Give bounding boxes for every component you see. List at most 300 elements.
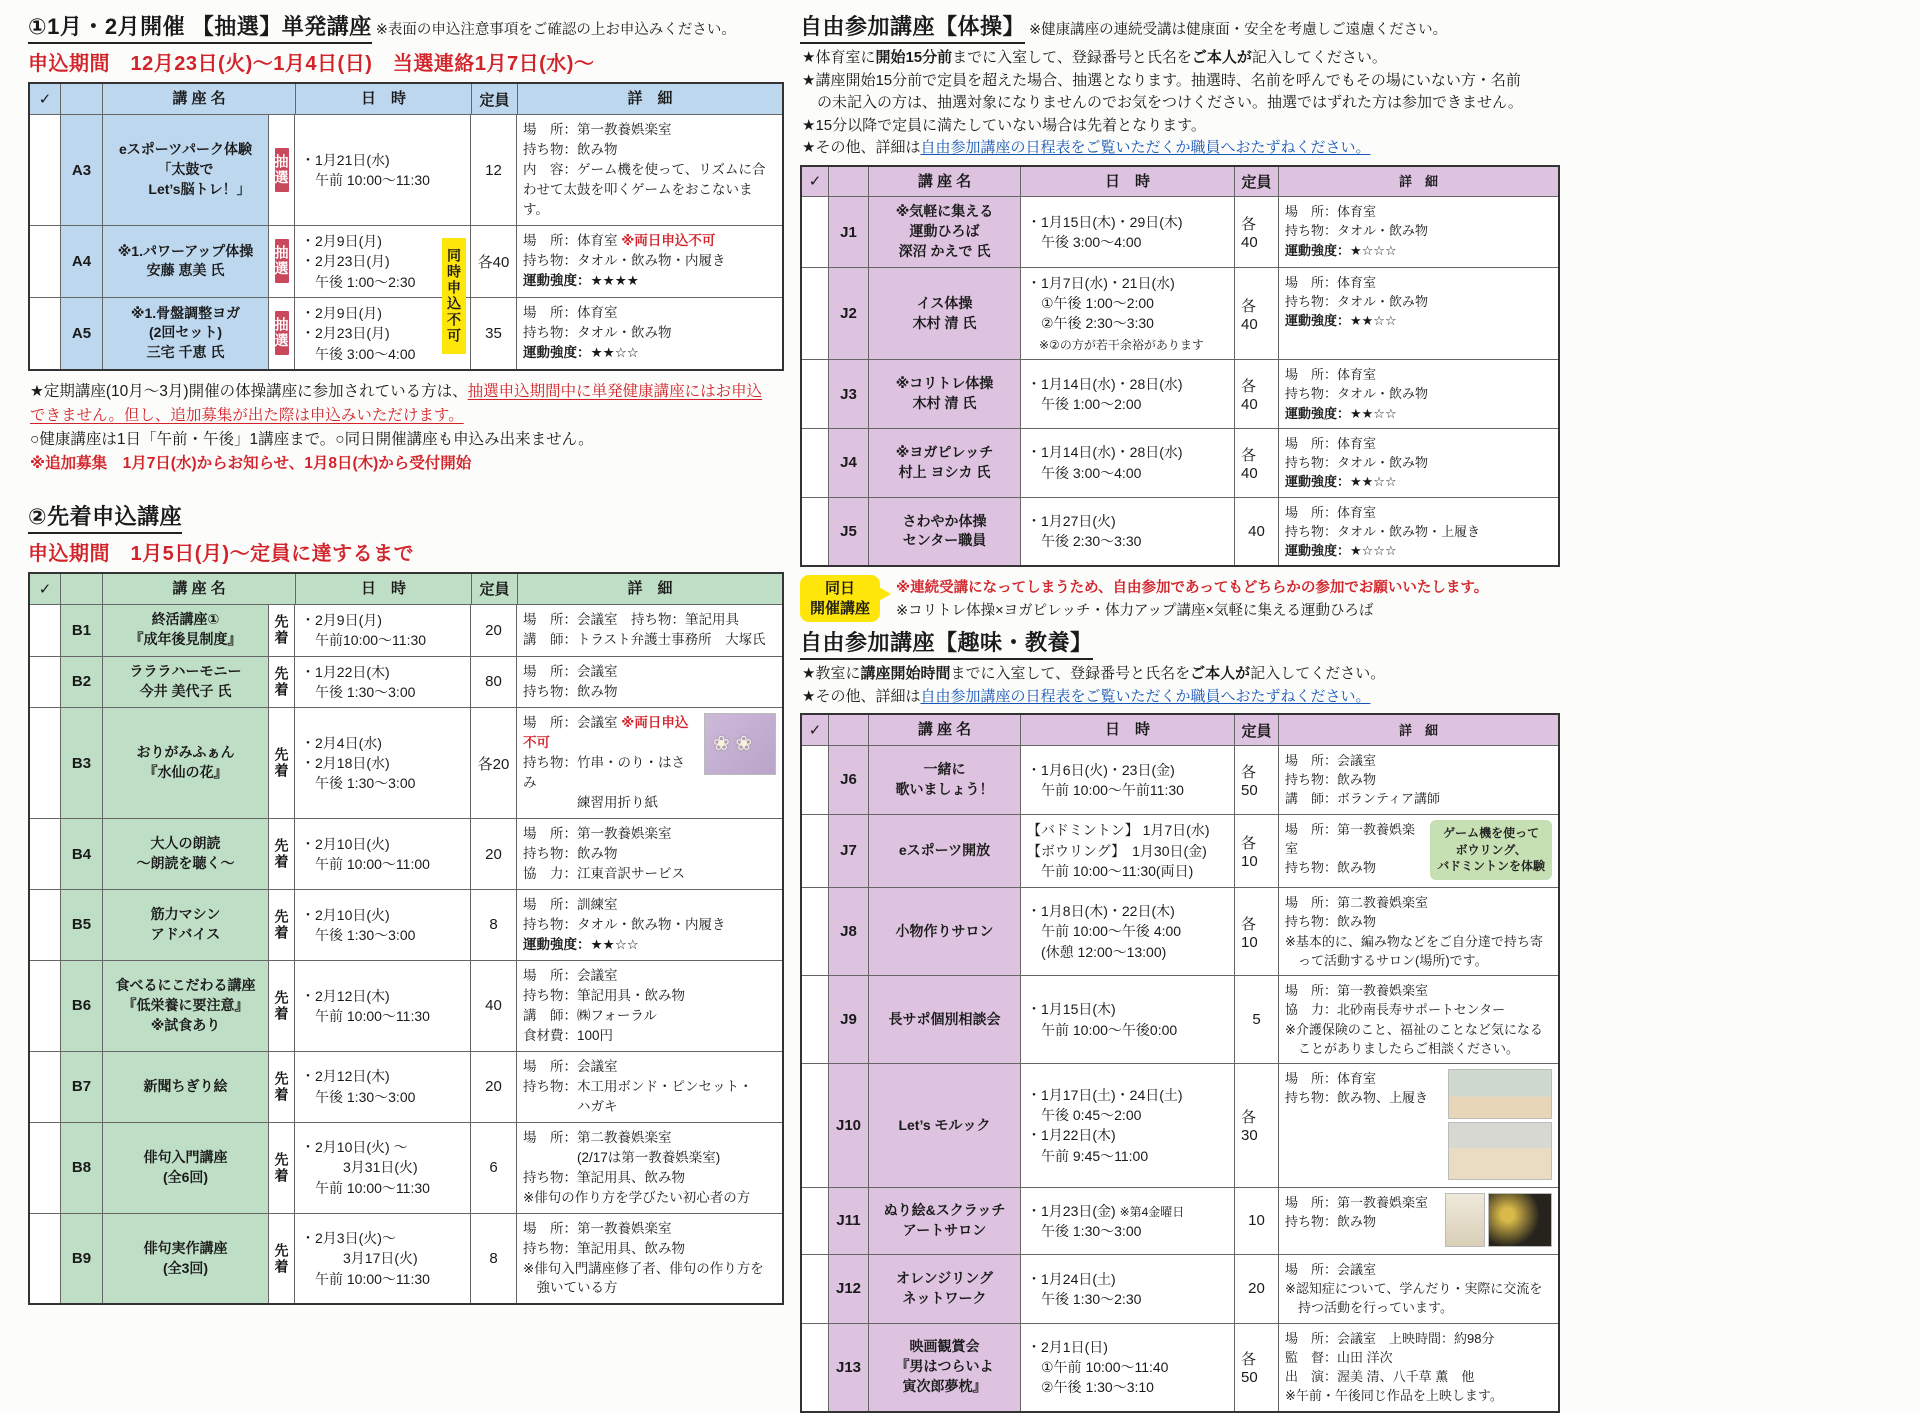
text-line: ・1月17日(土)・24日(土): [1027, 1086, 1183, 1103]
course-row-B3: [30, 707, 782, 818]
text-line: ゲーム機を使って: [1443, 825, 1540, 840]
text-line: 持ち物：タオル・飲み物: [1285, 455, 1429, 471]
checkbox-cell[interactable]: [802, 888, 828, 975]
text-line: ★その他、詳細は自由参加講座の日程表をご覧いただくか職員へおたずねください。: [802, 687, 1371, 705]
course-details: [516, 115, 782, 225]
course-details: [1278, 976, 1558, 1063]
text-line: [1285, 311, 1552, 330]
text-line: ②午後 2:30～3:30: [1027, 315, 1154, 332]
header-id-spacer: [60, 84, 102, 114]
text-line: ラララハーモニー: [129, 663, 242, 680]
text-line: 場 所：会議室: [523, 967, 618, 983]
first-come-badge: 先着: [273, 908, 290, 941]
section2-title: ②先着申込講座: [28, 500, 182, 534]
text-line: 場 所：体育室: [1285, 204, 1377, 220]
text-segment: 運動強度：★★★★: [523, 272, 639, 288]
course-capacity: 10: [1234, 1188, 1278, 1254]
text-line: 強いている方: [523, 1280, 618, 1296]
course-datetime: [294, 961, 470, 1051]
section2-period: 申込期間 1月5日(月)～定員に達するまで: [28, 542, 415, 565]
course-details: [516, 1052, 782, 1122]
text-line: 午後 1:30～3:00: [301, 683, 416, 700]
course-row-J4: [802, 428, 1558, 497]
text-line: 場 所：会議室 上映時間：約98分: [1285, 1330, 1495, 1346]
text-line: ・2月10日(火): [301, 835, 390, 852]
checkbox-cell[interactable]: [30, 961, 60, 1051]
text-line: オレンジリング: [895, 1269, 994, 1286]
course-name: [102, 1123, 268, 1213]
course-row-J12: [802, 1254, 1558, 1323]
text-segment: ご本人が: [1191, 49, 1252, 66]
first-come-badge: 先着: [273, 1151, 290, 1184]
text-line: 【ボウリング】 1月30日(金): [1027, 842, 1207, 859]
course-datetime: [294, 708, 470, 818]
course-details: [516, 605, 782, 656]
course-row-J1: [802, 196, 1558, 267]
text-line: 午後 1:30～3:00: [301, 1088, 416, 1105]
text-line: 場 所：第一教養娯楽室: [523, 122, 672, 138]
first-come-course-table: [28, 572, 784, 1306]
checkbox-cell[interactable]: [802, 815, 828, 887]
course-row-B2: [30, 656, 782, 708]
text-line: ・2月10日(火): [301, 906, 390, 923]
course-capacity: 80: [470, 657, 516, 708]
course-id: J5: [828, 498, 868, 566]
text-line: 持ち物：タオル・飲み物: [523, 324, 672, 340]
course-id: B6: [60, 961, 102, 1051]
text-line: 講 師：トラスト弁護士事務所 大塚氏: [523, 632, 766, 648]
checkbox-cell[interactable]: [802, 746, 828, 814]
text-line: 午後 1:00～2:30: [301, 273, 416, 290]
course-capacity: 8: [470, 890, 516, 960]
course-name: [868, 498, 1020, 566]
text-line: 午後 2:30～3:30: [1027, 533, 1142, 550]
text-line: ・1月24日(土): [1027, 1270, 1116, 1287]
course-id: J8: [828, 888, 868, 975]
text-line: ・1月8日(木)・22日(木): [1027, 903, 1175, 920]
course-id: B1: [60, 605, 102, 656]
header-details: 詳 細: [517, 84, 782, 114]
course-row-J9: [802, 975, 1558, 1063]
section2-title-line: [28, 500, 778, 534]
text-line: ・2月4日(水): [301, 734, 382, 751]
text-line: ぬり絵&スクラッチ: [883, 1202, 1006, 1219]
course-name: [868, 976, 1020, 1063]
text-line: ※午前・午後同じ作品を上映します。: [1285, 1388, 1503, 1404]
text-line: 場 所：第一教養娯楽室: [523, 1220, 672, 1236]
text-line: 場 所：第一教養娯楽室: [1285, 1194, 1429, 1210]
course-capacity: 20: [470, 819, 516, 889]
text-line: 午後 3:00～4:00: [301, 345, 416, 362]
first-come-badge: 先着: [273, 747, 290, 780]
course-name: [868, 429, 1020, 497]
checkbox-cell[interactable]: [30, 1214, 60, 1304]
text-line: 木村 清 氏: [912, 395, 977, 411]
text-line: 深沼 かえで 氏: [898, 243, 991, 259]
course-row-J6: [802, 745, 1558, 814]
text-line: 持ち物：筆記用具・飲み物: [523, 987, 685, 1003]
gymnastics-course-table: [800, 165, 1560, 568]
text-line: 出 演：渥美 清、八千草 薫 他: [1285, 1369, 1475, 1385]
text-line: [1285, 404, 1552, 423]
checkbox-cell[interactable]: [802, 429, 828, 497]
text-line: 持ち物：飲み物: [1285, 860, 1377, 876]
text-line: 安藤 恵美 氏: [146, 262, 225, 279]
course-datetime: [1020, 888, 1234, 975]
text-line: 午後 3:00～4:00: [1027, 234, 1142, 251]
text-line: eスポーツ開放: [898, 841, 991, 858]
course-details: [1278, 1188, 1558, 1254]
esports-note: [1430, 820, 1552, 880]
checkbox-cell[interactable]: [802, 1064, 828, 1187]
same-day-label: [800, 575, 880, 622]
course-datetime: [1020, 1324, 1234, 1411]
text-line: ・1月14日(水)・28日(水): [1027, 375, 1183, 392]
text-line: ことがありましたらご相談ください。: [1285, 1040, 1520, 1056]
course-name: [868, 360, 1020, 428]
course-capacity: 各40: [470, 226, 516, 297]
section1-title-line: [28, 10, 778, 44]
course-details: [1278, 815, 1558, 887]
text-line: 持ち物：飲み物、上履き: [1285, 1090, 1429, 1106]
text-segment: 抽選申込期間中に単発健康講座にはお申込: [467, 382, 763, 400]
course-id: B9: [60, 1214, 102, 1304]
header-capacity: 定員: [471, 84, 517, 114]
text-line: 『水仙の花』: [143, 764, 228, 781]
course-id: J12: [828, 1255, 868, 1323]
text-line: ※気軽に集える: [895, 203, 994, 220]
course-datetime: [1020, 429, 1234, 497]
text-segment: 運動強度：★★☆☆: [523, 344, 639, 360]
text-line: 『男はつらいよ: [895, 1358, 994, 1375]
header-datetime: 日 時: [295, 84, 471, 114]
text-line: 練習用折り紙: [523, 795, 658, 811]
text-line: 場 所：体育室: [1285, 504, 1377, 520]
course-row-J11: [802, 1187, 1558, 1254]
course-capacity: 5: [1234, 976, 1278, 1063]
text-line: アドバイス: [150, 925, 221, 942]
checkbox-cell[interactable]: [30, 605, 60, 656]
header-datetime: 日 時: [295, 574, 471, 604]
course-datetime: [294, 226, 470, 344]
header-datetime: 日 時: [1020, 715, 1234, 745]
header-check: ✓: [30, 574, 60, 604]
text-line: 場 所：会議室 持ち物：筆記用具: [523, 612, 739, 628]
course-row-B8: [30, 1122, 782, 1213]
checkbox-cell[interactable]: [30, 226, 60, 297]
text-line: 場 所：訓練室: [523, 897, 618, 912]
art-photo-1: [1445, 1193, 1485, 1247]
text-line: ※介護保険のこと、福祉のことなど気になる: [1285, 1021, 1543, 1037]
text-line: ・2月10日(火) ～: [301, 1139, 408, 1156]
text-line: 持ち物：タオル・飲み物: [1285, 223, 1429, 239]
course-capacity: 各50: [1234, 1324, 1278, 1411]
text-line: 午前 9:45～11:00: [1027, 1147, 1149, 1164]
text-line: [1285, 241, 1552, 260]
text-line: 三宅 千恵 氏: [146, 344, 225, 361]
course-details: [516, 708, 782, 818]
course-datetime: [1020, 498, 1234, 566]
hobby-notes: [802, 663, 1558, 708]
checkbox-cell[interactable]: [30, 115, 60, 225]
text-segment: ※両日申込不可: [523, 715, 689, 751]
text-line: ★講座開始15分前で定員を超えた場合、抽選となります。抽選時、名前を呼んでもその場にいない方・名前: [802, 71, 1521, 89]
checkbox-cell[interactable]: [802, 976, 828, 1063]
table-header-row: [30, 574, 782, 604]
first-come-badge: 先着: [273, 665, 290, 698]
text-line: 場 所：体育室: [523, 304, 618, 320]
course-details: [1278, 360, 1558, 428]
course-name: [102, 657, 268, 708]
text-line: 小物作りサロン: [895, 922, 994, 939]
section1-title-note: ※表面の申込注意事項をご確認の上お申込みください。: [375, 22, 736, 38]
course-details: [1278, 746, 1558, 814]
section4-title: 自由参加講座【趣味・教養】: [800, 626, 1093, 660]
course-capacity: 各10: [1234, 815, 1278, 887]
text-line: [523, 271, 776, 291]
checkbox-cell[interactable]: [802, 1255, 828, 1323]
checkbox-cell[interactable]: [30, 819, 60, 889]
header-course-name: 講 座 名: [102, 84, 295, 114]
course-badge: [268, 819, 294, 889]
text-line: ・1月22日(木): [301, 663, 390, 680]
course-badge: [268, 1052, 294, 1122]
course-badge: [268, 1123, 294, 1213]
header-details: 詳 細: [517, 574, 782, 604]
text-line: [1027, 334, 1228, 354]
course-badge: [268, 226, 294, 297]
text-segment: 運動強度：★☆☆☆: [1285, 543, 1397, 559]
course-details: [516, 819, 782, 889]
course-id: J1: [828, 197, 868, 267]
text-line: ※コリトレ体操×ヨガピレッチ・体力アップ講座×気軽に集える運動ひろば: [896, 602, 1374, 619]
text-line: (全3回): [162, 1259, 209, 1276]
course-capacity: 各40: [1234, 360, 1278, 428]
hobby-course-table: [800, 713, 1560, 1412]
course-name: [868, 1255, 1020, 1323]
course-details: [516, 890, 782, 960]
text-line: [1285, 472, 1552, 491]
course-datetime: [294, 1214, 470, 1304]
text-line: ・1月21日(水): [301, 151, 390, 168]
checkbox-cell[interactable]: [30, 708, 60, 818]
checkbox-cell[interactable]: [802, 268, 828, 359]
course-row-B1: [30, 604, 782, 656]
text-line: 午前 10:00～11:30: [301, 172, 430, 189]
text-line: 「太鼓で: [157, 161, 214, 178]
course-capacity: 20: [470, 1052, 516, 1122]
course-name: [102, 819, 268, 889]
text-line: 場 所：体育室 ※両日申込不可: [523, 233, 716, 249]
course-details: [1278, 888, 1558, 975]
checkbox-cell[interactable]: [30, 298, 60, 369]
text-line: 午前 10:00～11:30: [301, 1179, 430, 1196]
header-course-name: 講 座 名: [868, 167, 1020, 197]
text-line: ①午後 1:00～2:00: [1027, 295, 1154, 312]
text-line: ・1月7日(水)・21日(水): [1027, 274, 1175, 291]
course-details: [1278, 429, 1558, 497]
text-line: (休憩 12:00～13:00): [1027, 943, 1167, 960]
origami-flower-photo: [704, 713, 776, 775]
course-datetime: [1020, 1255, 1234, 1323]
text-line: 持ち物：タオル・飲み物・上履き: [1285, 523, 1481, 539]
course-name: [868, 1188, 1020, 1254]
lottery-badge: 抽選: [275, 311, 289, 355]
course-capacity: 20: [1234, 1255, 1278, 1323]
text-line: [30, 452, 778, 476]
text-segment: 自由参加講座の日程表をご覧いただくか職員へおたずねください。: [920, 139, 1371, 156]
text-line: ・2月12日(木): [301, 1068, 390, 1085]
course-id: J6: [828, 746, 868, 814]
header-check: ✓: [802, 167, 828, 197]
course-id: B5: [60, 890, 102, 960]
molkky-photo-2: [1448, 1122, 1552, 1180]
course-id: J7: [828, 815, 868, 887]
course-capacity: 12: [470, 115, 516, 225]
text-line: ・2月9日(月): [301, 304, 382, 321]
text-line: イス体操: [916, 294, 973, 311]
text-segment: できません。但し、追加募集が出た際は申込みいただけます。: [30, 406, 464, 424]
text-line: 場 所：会議室: [1285, 753, 1377, 769]
text-line: センター職員: [902, 532, 987, 549]
same-day-course-bubble: [800, 575, 1558, 622]
text-line: ・1月15日(木): [1027, 1001, 1116, 1018]
course-name: [102, 961, 268, 1051]
text-line: 講 師：㈱フォーラル: [523, 1007, 657, 1023]
text-line: 講 師：ボランティア講師: [1285, 791, 1440, 807]
header-id-spacer: [828, 715, 868, 745]
text-line: ★その他、詳細は自由参加講座の日程表をご覧いただくか職員へおたずねください。: [802, 139, 1371, 156]
course-details: [516, 961, 782, 1051]
text-segment: ※連続受講になってしまうため、自由参加であってもどちらかの参加でお願いいたします。: [896, 580, 1489, 597]
text-line: ・2月18日(水): [301, 755, 390, 772]
text-line: ～朗読を聴く～: [136, 855, 235, 872]
text-line: ネットワーク: [902, 1289, 987, 1306]
course-id: J11: [828, 1188, 868, 1254]
text-line: 終活講座①: [151, 611, 220, 628]
text-line: 大人の朗読: [150, 835, 221, 852]
header-check: ✓: [30, 84, 60, 114]
course-name: [868, 197, 1020, 267]
section3-title: 自由参加講座【体操】: [800, 10, 1025, 44]
text-line: ②午後 1:30～3:10: [1027, 1379, 1154, 1396]
course-id: A4: [60, 226, 102, 297]
checkbox-cell[interactable]: [802, 1188, 828, 1254]
course-capacity: 35: [470, 298, 516, 369]
course-row-B9: [30, 1213, 782, 1304]
course-id: J13: [828, 1324, 868, 1411]
text-line: 監 督：山田 洋次: [1285, 1349, 1393, 1365]
text-line: 持ち物：木工用ボンド・ピンセット・: [523, 1078, 753, 1094]
course-name: [102, 708, 268, 818]
header-check: ✓: [802, 715, 828, 745]
text-line: ★教室に講座開始時間までに入室して、登録番号と氏名をご本人が記入してください。: [802, 665, 1386, 683]
checkbox-cell[interactable]: [30, 890, 60, 960]
text-line: おりがみふぁん: [136, 744, 235, 761]
text-line: [896, 577, 1488, 599]
text-line: 歌いましょう！: [895, 780, 994, 797]
text-line: ★15分以降で定員に満たしていない場合は先着となります。: [802, 116, 1206, 134]
course-row-A5: [30, 297, 782, 369]
text-line: 3月31日(火): [301, 1159, 418, 1176]
course-row-B6: [30, 960, 782, 1051]
header-capacity: 定員: [471, 574, 517, 604]
course-details: [516, 1214, 782, 1304]
checkbox-cell[interactable]: [802, 360, 828, 428]
course-capacity: 8: [470, 1214, 516, 1304]
text-line: ※認知症について、学んだり・実際に交流を: [1285, 1281, 1543, 1297]
course-name: [868, 1064, 1020, 1187]
course-details: [516, 298, 782, 369]
text-line: 『成年後見制度』: [129, 631, 242, 648]
section3-title-note: ※健康講座の連続受講は健康面・安全を考慮しご遠慮ください。: [1029, 22, 1448, 38]
text-segment: ※第4金曜日: [1119, 1204, 1185, 1219]
checkbox-cell[interactable]: [30, 1123, 60, 1213]
course-row-A3: [30, 114, 782, 225]
text-segment: ※②の方が若干余裕があります: [1027, 337, 1204, 352]
course-details: [1278, 1064, 1558, 1187]
course-datetime: [1020, 746, 1234, 814]
text-line: ・1月14日(水)・28日(水): [1027, 444, 1183, 461]
text-segment: ※両日申込不可: [621, 233, 716, 249]
text-line: 場 所：会議室: [523, 1058, 618, 1074]
text-line: 食べるにこだわる講座: [115, 977, 256, 994]
header-course-name: 講 座 名: [102, 574, 295, 604]
section3-title-line: [800, 10, 1558, 44]
text-line: eスポーツパーク体験: [119, 141, 252, 158]
course-details: [1278, 197, 1558, 267]
text-line: 食材費：100円: [523, 1027, 614, 1043]
course-badge: [268, 298, 294, 369]
text-line: 持ち物：タオル・飲み物・内履き: [523, 916, 726, 932]
text-line: さわやか体操: [902, 512, 987, 529]
same-day-text: [896, 575, 1488, 622]
text-line: (全6回): [162, 1168, 209, 1185]
checkbox-cell[interactable]: [802, 197, 828, 267]
course-name: [868, 888, 1020, 975]
course-datetime: [294, 819, 470, 889]
text-line: ・2月23日(月): [301, 325, 390, 342]
text-line: ・1月15日(木)・29日(木): [1027, 213, 1183, 230]
text-line: ・2月12日(木): [301, 987, 390, 1004]
text-line: アートサロン: [902, 1221, 987, 1238]
text-line: 午前 10:00～11:00: [301, 856, 430, 873]
text-line: 場 所：体育室: [1285, 367, 1377, 383]
text-line: Let’s モルック: [898, 1116, 991, 1133]
course-badge: [268, 115, 294, 225]
course-badge: [268, 708, 294, 818]
text-line: 場 所：会議室: [1285, 1261, 1377, 1277]
course-id: B4: [60, 819, 102, 889]
text-line: 午後 1:30～3:00: [1027, 1223, 1142, 1240]
text-line: 協 力：北砂南長寿サポートセンター: [1285, 1002, 1506, 1018]
checkbox-cell[interactable]: [802, 1324, 828, 1411]
text-line: 持ち物：筆記用具、飲み物: [523, 1169, 685, 1185]
course-datetime: [1020, 976, 1234, 1063]
text-line: 一緒に: [923, 760, 966, 777]
text-segment: ※追加募集 1月7日(水)からお知らせ、1月8日(木)から受付開始: [30, 454, 472, 472]
text-line: 午後 0:45～2:00: [1027, 1107, 1142, 1124]
checkbox-cell[interactable]: [802, 498, 828, 566]
course-details: [1278, 1324, 1558, 1411]
text-line: 午前 10:00～午後0:00: [1027, 1021, 1178, 1038]
text-line: ボウリング、: [1455, 842, 1527, 857]
course-id: J4: [828, 429, 868, 497]
checkbox-cell[interactable]: [30, 657, 60, 708]
checkbox-cell[interactable]: [30, 1052, 60, 1122]
course-badge: [268, 605, 294, 656]
course-row-B7: [30, 1051, 782, 1122]
